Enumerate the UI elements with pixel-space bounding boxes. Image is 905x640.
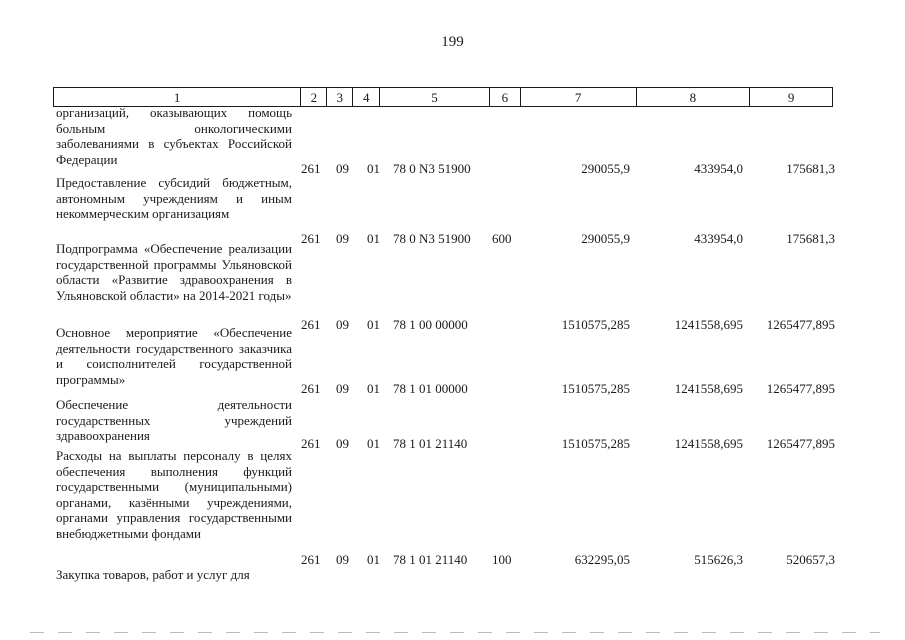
cell-subsection: 01 xyxy=(367,552,380,567)
cell-amount-1: 1510575,285 xyxy=(561,317,630,332)
page-number: 199 xyxy=(441,34,464,50)
row-description: Предоставление субсидий бюджетным, автономным учреждениям и иным некоммерческим организациям xyxy=(56,175,292,221)
row-description: Расходы на выплаты персоналу в целях обеспечения выполнения функций государственными (муниципальными) органами, казёнными учреждениями, органами управления государственными внебюджетными фондами xyxy=(56,448,292,541)
column-header-6: 6 xyxy=(489,88,520,106)
cell-subsection: 01 xyxy=(367,436,380,451)
cell-target-article: 78 1 01 21140 xyxy=(393,436,468,451)
cell-subsection: 01 xyxy=(367,231,380,246)
cell-amount-3: 1265477,895 xyxy=(766,381,835,396)
cell-amount-2: 433954,0 xyxy=(694,231,743,246)
cell-amount-2: 1241558,695 xyxy=(674,381,743,396)
cell-amount-1: 290055,9 xyxy=(581,231,630,246)
cell-target-article: 78 1 00 00000 xyxy=(393,317,468,332)
cell-amount-3: 1265477,895 xyxy=(766,436,835,451)
row-description: Закупка товаров, работ и услуг для xyxy=(56,567,250,582)
cell-expense-type: 600 xyxy=(492,231,512,246)
cell-code: 261 xyxy=(301,552,321,567)
cell-subsection: 01 xyxy=(367,161,380,176)
column-header-row xyxy=(53,87,833,107)
row-description: Обеспечение деятельности государственных учреждений здравоохранения xyxy=(56,397,292,443)
cell-expense-type: 100 xyxy=(492,552,512,567)
cell-amount-2: 433954,0 xyxy=(694,161,743,176)
column-header-7: 7 xyxy=(520,88,636,106)
column-header-5: 5 xyxy=(379,88,489,106)
cell-section: 09 xyxy=(336,231,349,246)
cell-amount-1: 290055,9 xyxy=(581,161,630,176)
cell-subsection: 01 xyxy=(367,381,380,396)
cell-target-article: 78 0 N3 51900 xyxy=(393,161,471,176)
cell-amount-3: 520657,3 xyxy=(786,552,835,567)
cell-section: 09 xyxy=(336,552,349,567)
cell-amount-3: 1265477,895 xyxy=(766,317,835,332)
row-description: организаций, оказывающих помощь больным онкологическими заболеваниями в субъектах Российской Федерации xyxy=(56,105,292,167)
cell-code: 261 xyxy=(301,381,321,396)
column-header-9: 9 xyxy=(749,88,832,106)
cell-code: 261 xyxy=(301,436,321,451)
column-header-2: 2 xyxy=(300,88,326,106)
cell-amount-2: 1241558,695 xyxy=(674,317,743,332)
cell-amount-3: 175681,3 xyxy=(786,161,835,176)
row-description: Основное мероприятие «Обеспечение деятельности государственного заказчика и соисполнителей государственной программы» xyxy=(56,325,292,387)
cell-amount-2: 515626,3 xyxy=(694,552,743,567)
cell-amount-1: 1510575,285 xyxy=(561,381,630,396)
column-header-3: 3 xyxy=(326,88,352,106)
column-header-4: 4 xyxy=(352,88,379,106)
cell-section: 09 xyxy=(336,381,349,396)
column-header-1: 1 xyxy=(173,90,181,105)
cell-amount-3: 175681,3 xyxy=(786,231,835,246)
cell-code: 261 xyxy=(301,231,321,246)
cell-section: 09 xyxy=(336,161,349,176)
cell-amount-2: 1241558,695 xyxy=(674,436,743,451)
cell-section: 09 xyxy=(336,436,349,451)
cell-subsection: 01 xyxy=(367,317,380,332)
cell-section: 09 xyxy=(336,317,349,332)
scan-artifact-line xyxy=(30,632,880,633)
cell-code: 261 xyxy=(301,161,321,176)
cell-target-article: 78 1 01 21140 xyxy=(393,552,468,567)
cell-code: 261 xyxy=(301,317,321,332)
cell-target-article: 78 1 01 00000 xyxy=(393,381,468,396)
cell-target-article: 78 0 N3 51900 xyxy=(393,231,471,246)
cell-amount-1: 1510575,285 xyxy=(561,436,630,451)
row-description: Подпрограмма «Обеспечение реализации государственной программы Ульяновской области «Развитие здравоохранения в Ульяновской области» на 2014-2021 годы» xyxy=(56,241,292,303)
cell-amount-1: 632295,05 xyxy=(574,552,630,567)
column-header-8: 8 xyxy=(636,88,750,106)
